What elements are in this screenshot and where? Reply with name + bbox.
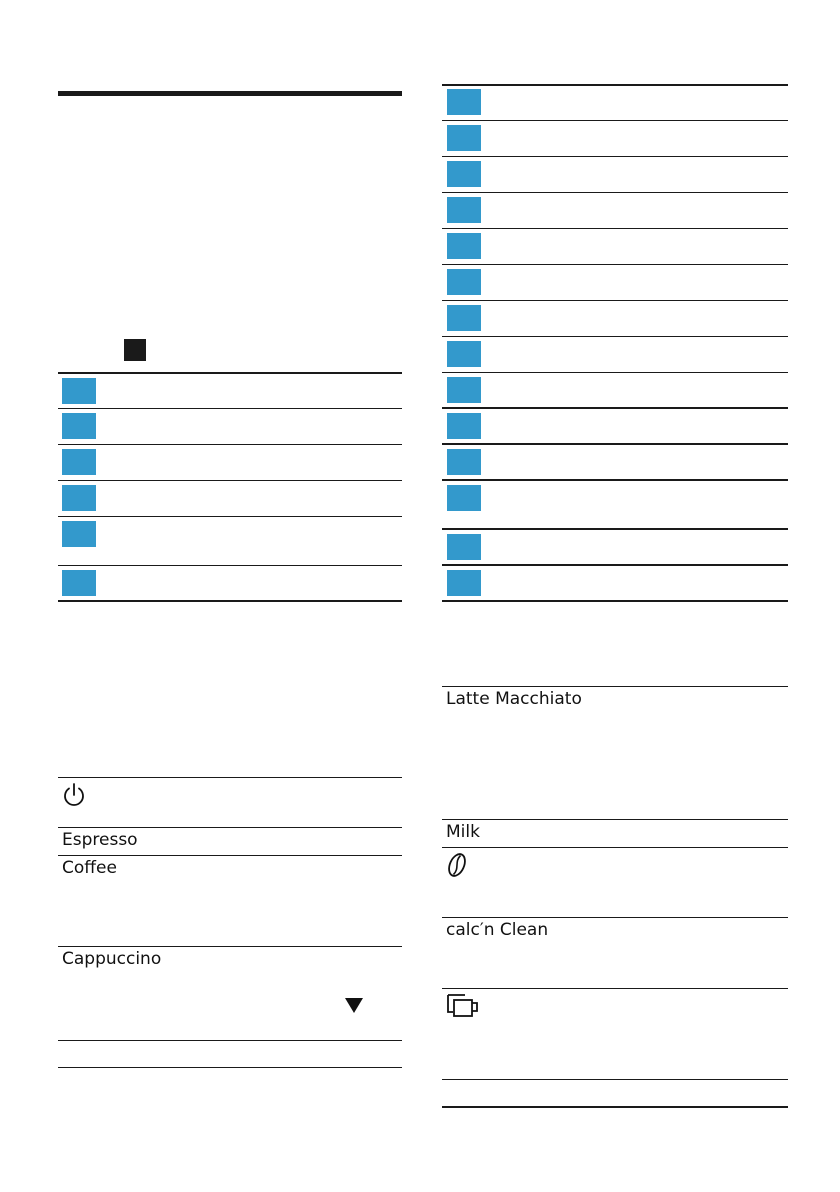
right-swatch-8 [447, 341, 481, 367]
right-swatch-10 [447, 413, 481, 439]
left-table-top-rule [58, 777, 402, 778]
right-swatch-divider [442, 372, 788, 373]
left-table-rule [58, 855, 402, 856]
left-table-rule [58, 827, 402, 828]
right-table-bottom-rule [442, 1106, 788, 1108]
left-swatch-divider [58, 516, 402, 517]
right-swatch-14 [447, 570, 481, 596]
latte-macchiato-label: Latte Macchiato [446, 689, 582, 709]
right-swatch-4 [447, 197, 481, 223]
milk-label: Milk [446, 822, 480, 842]
left-swatch-6 [62, 570, 96, 596]
left-header-rule [58, 91, 402, 96]
right-swatch-7 [447, 305, 481, 331]
left-table-rule [58, 1040, 402, 1041]
coffee-label: Coffee [62, 858, 117, 878]
right-swatch-table-bottom-rule [442, 600, 788, 602]
right-table-rule [442, 917, 788, 918]
right-swatch-13 [447, 534, 481, 560]
left-table-rule [58, 946, 402, 947]
left-swatch-divider [58, 565, 402, 566]
right-swatch-6 [447, 269, 481, 295]
right-swatch-divider [442, 120, 788, 121]
left-swatch-divider [58, 408, 402, 409]
right-swatch-divider [442, 264, 788, 265]
left-swatch-divider [58, 480, 402, 481]
right-swatch-divider [442, 407, 788, 409]
right-swatch-3 [447, 161, 481, 187]
right-swatch-divider [442, 528, 788, 530]
left-swatch-4 [62, 485, 96, 511]
right-table-rule [442, 847, 788, 848]
right-swatch-2 [447, 125, 481, 151]
black-square-icon [124, 339, 146, 361]
left-swatch-2 [62, 413, 96, 439]
left-table-bottom-rule [58, 1067, 402, 1068]
right-table-rule [442, 1079, 788, 1080]
left-swatch-3 [62, 449, 96, 475]
left-swatch-table-top-rule [58, 372, 402, 374]
right-swatch-divider [442, 479, 788, 481]
right-swatch-divider [442, 228, 788, 229]
left-swatch-divider [58, 444, 402, 445]
right-swatch-11 [447, 449, 481, 475]
down-triangle-icon [343, 996, 365, 1014]
power-icon [62, 782, 86, 808]
left-swatch-1 [62, 378, 96, 404]
calc-n-clean-label: calc′n Clean [446, 920, 549, 940]
right-swatch-divider [442, 564, 788, 566]
right-swatch-12 [447, 485, 481, 511]
right-swatch-table-top-rule [442, 84, 788, 86]
right-table-rule [442, 819, 788, 820]
two-cups-icon [446, 992, 484, 1018]
coffee-bean-icon [446, 851, 468, 879]
espresso-label: Espresso [62, 830, 138, 850]
right-swatch-divider [442, 192, 788, 193]
right-swatch-divider [442, 336, 788, 337]
right-table-rule [442, 988, 788, 989]
right-swatch-5 [447, 233, 481, 259]
right-swatch-9 [447, 377, 481, 403]
right-swatch-divider [442, 300, 788, 301]
left-swatch-table-bottom-rule [58, 600, 402, 602]
right-table-top-rule [442, 686, 788, 687]
cappuccino-label: Cappuccino [62, 949, 162, 969]
left-swatch-5 [62, 521, 96, 547]
right-swatch-divider [442, 443, 788, 445]
right-swatch-1 [447, 89, 481, 115]
right-swatch-divider [442, 156, 788, 157]
